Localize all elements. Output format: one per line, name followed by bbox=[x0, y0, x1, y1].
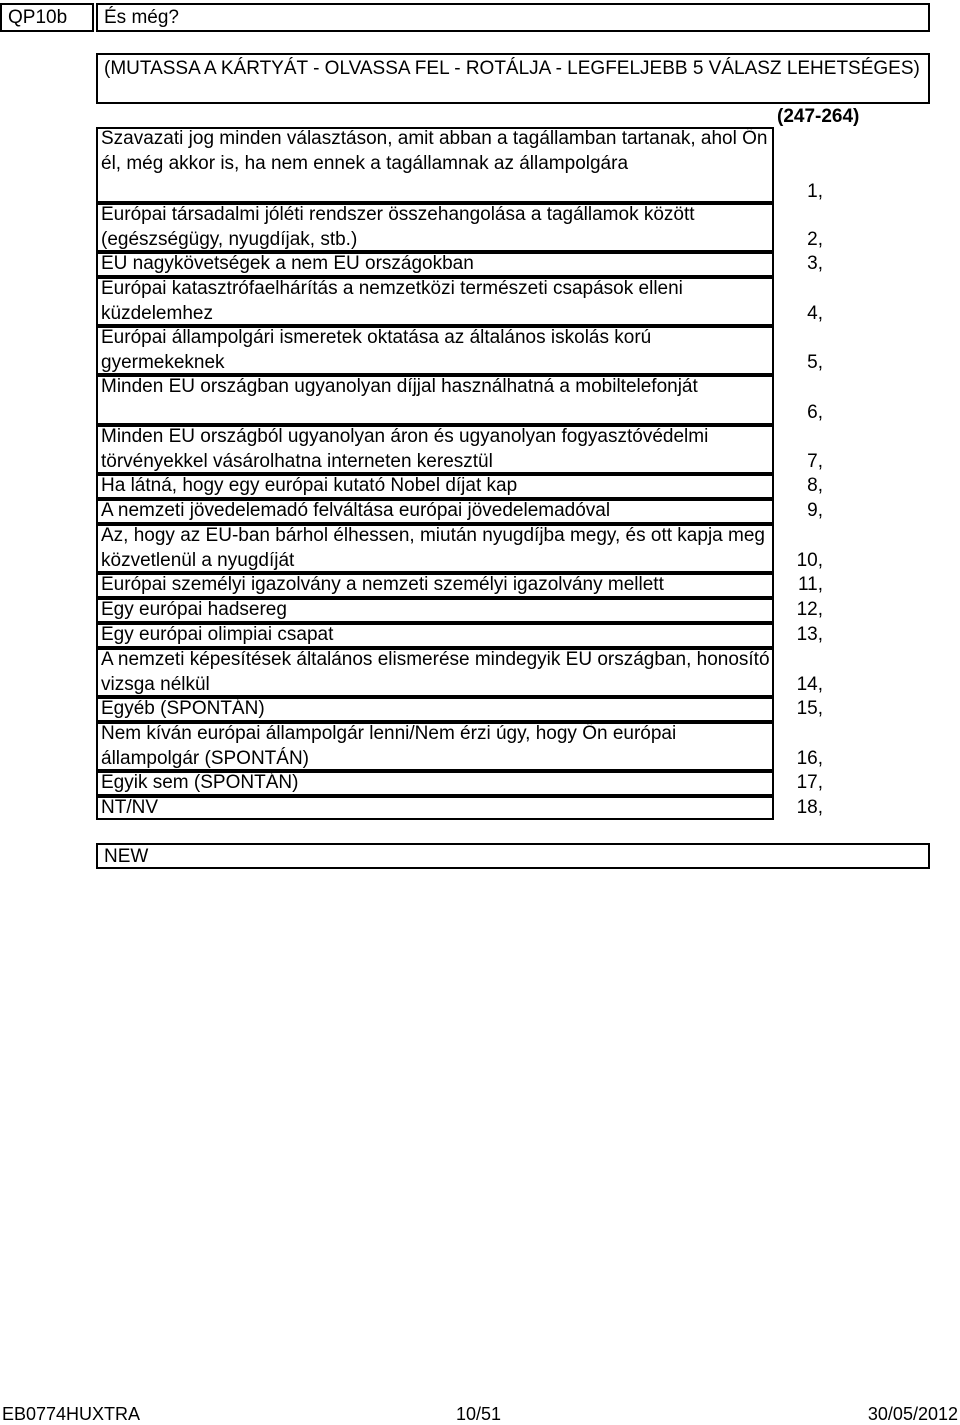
question-title: És még? bbox=[96, 3, 930, 32]
doc-date: 30/05/2012 bbox=[867, 1404, 958, 1424]
item-code: 12, bbox=[796, 599, 823, 620]
item-text: Egy európai hadsereg bbox=[101, 599, 287, 620]
item-text: Az, hogy az EU-ban bárhol élhessen, miután nyugdíjba megy, és ott kapja meg közvetlenül a nyugdíját bbox=[101, 525, 765, 571]
item-text: Nem kíván európai állampolgár lenni/Nem érzi úgy, hogy Ön európai állampolgár (SPONTÁN) bbox=[101, 723, 677, 769]
item-text: Ha látná, hogy egy európai kutató Nobel díjat kap bbox=[101, 475, 518, 496]
item-code: 8, bbox=[807, 475, 823, 496]
item-text: Minden EU országból ugyanolyan áron és ugyanolyan fogyasztóvédelmi törvényekkel vásárolhatna interneten keresztül bbox=[101, 426, 709, 472]
item-text: NT/NV bbox=[101, 797, 158, 818]
item-code: 11, bbox=[797, 574, 823, 595]
doc-code: EB0774HUXTRA bbox=[2, 1404, 141, 1424]
item-text: Európai állampolgári ismeretek oktatása az általános iskolás korú gyermekeknek bbox=[101, 327, 652, 373]
item-code: 16, bbox=[796, 748, 823, 769]
item-code: 15, bbox=[796, 698, 823, 719]
item-code: 13, bbox=[796, 624, 823, 645]
item-code: 2, bbox=[807, 229, 823, 250]
item-text: Egy európai olimpiai csapat bbox=[101, 624, 334, 645]
item-text: A nemzeti jövedelemadó felváltása európai jövedelemadóval bbox=[101, 500, 611, 521]
code-range: (247-264) bbox=[777, 106, 860, 127]
item-text: Minden EU országban ugyanolyan díjjal használhatná a mobiltelefonját bbox=[101, 376, 698, 397]
item-text: Szavazati jog minden választáson, amit abban a tagállamban tartanak, ahol Ön él, még akkor is, ha nem ennek a tagállamnak az állampolgára bbox=[101, 128, 768, 174]
item-text: Európai személyi igazolvány a nemzeti személyi igazolvány mellett bbox=[101, 574, 664, 595]
item-code: 6, bbox=[807, 402, 823, 423]
page-number: 10/51 bbox=[456, 1404, 502, 1424]
item-text: Európai társadalmi jóléti rendszer összehangolása a tagállamok között (egészségügy, nyugdíjak, stb.) bbox=[101, 204, 695, 250]
item-code: 1, bbox=[807, 181, 823, 202]
new-label: NEW bbox=[96, 843, 930, 869]
item-code: 4, bbox=[807, 303, 823, 324]
item-code: 17, bbox=[796, 772, 823, 793]
item-code: 14, bbox=[796, 674, 823, 695]
question-id: QP10b bbox=[0, 3, 94, 32]
item-code: 7, bbox=[807, 451, 823, 472]
interviewer-instruction: (MUTASSA A KÁRTYÁT - OLVASSA FEL - ROTÁLJA - LEGFELJEBB 5 VÁLASZ LEHETSÉGES) bbox=[96, 53, 930, 104]
item-text: Egyik sem (SPONTÁN) bbox=[101, 772, 299, 793]
item-code: 10, bbox=[796, 550, 823, 571]
item-code: 5, bbox=[807, 352, 823, 373]
item-text: EU nagykövetségek a nem EU országokban bbox=[101, 253, 474, 274]
item-code: 3, bbox=[807, 253, 823, 274]
item-code: 9, bbox=[807, 500, 823, 521]
item-text: A nemzeti képesítések általános elismerése mindegyik EU országban, honosító vizsga nélkül bbox=[101, 649, 770, 695]
item-text: Európai katasztrófaelhárítás a nemzetközi természeti csapások elleni küzdelemhez bbox=[101, 278, 683, 324]
item-text: Egyéb (SPONTÁN) bbox=[101, 698, 265, 719]
item-code: 18, bbox=[796, 797, 823, 818]
